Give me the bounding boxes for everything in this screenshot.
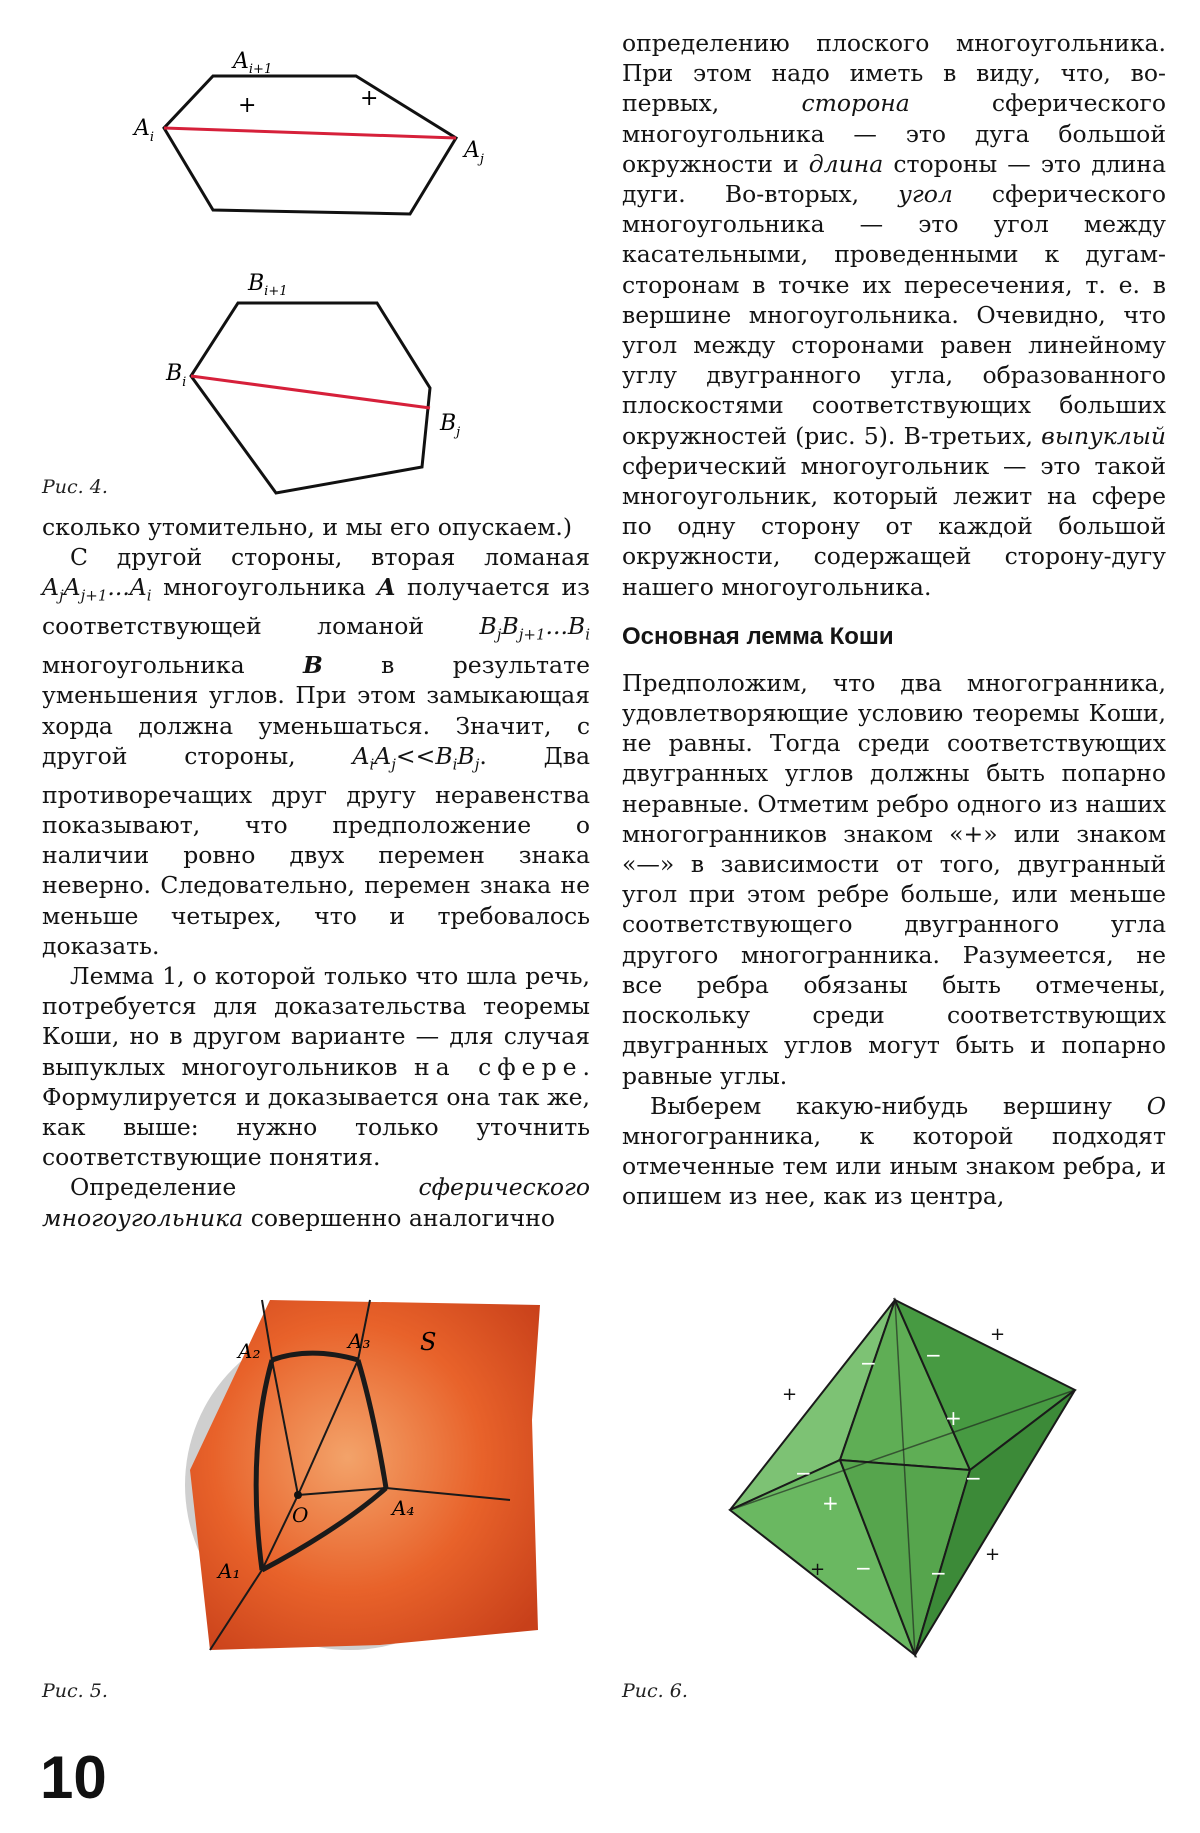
label-a4: A₄ [392, 1496, 415, 1520]
minus-sign: − [930, 1561, 947, 1585]
paragraph: Лемма 1, о которой только что шла речь, потребуется для доказательства теоремы Коши, но в другом варианте — для случая выпуклых многоугольников на сфере. Формулируется и доказывается она так же, как выше: нужно только уточнить соответствующие понятия. [42, 961, 590, 1172]
figure-6 [720, 1300, 1140, 1660]
chord-b [191, 376, 430, 408]
label-a-i: $A_i$ [134, 116, 155, 145]
minus-sign: − [795, 1461, 812, 1485]
label-a3: A₃ [348, 1329, 371, 1353]
label-o: O [292, 1503, 309, 1527]
paragraph: С другой стороны, вторая ломаная $A_jA_{j+1}...A_i$ многоугольника A получается из соответствующей ломаной $B_jB_{j+1}...B_i$ многоугольника B в результате уменьшения углов. При этом замыкающая хорда должна уменьшаться. Значит, с другой стороны, $A_iA_j<<B_iB_j$. Два противоречащих друг другу неравенства показывают, что предположение о наличии ровно двух перемен знака неверно. Следовательно, перемен знака не меньше четырех, что и требовалось доказать. [42, 543, 590, 960]
label-a-j: $A_j$ [464, 138, 484, 167]
plus-sign: + [782, 1384, 798, 1405]
minus-sign: − [855, 1556, 872, 1580]
plus-sign: + [822, 1491, 839, 1515]
figure-6-caption: Рис. 6. [622, 1680, 688, 1702]
plus-sign: + [945, 1406, 962, 1430]
plus-sign: + [990, 1324, 1006, 1345]
left-column [42, 512, 590, 1233]
label-s: S [420, 1328, 437, 1356]
label-a2: A₂ [238, 1339, 261, 1363]
label-b-i1: $B_{i+1}$ [248, 271, 288, 299]
page-number: 10 [40, 1744, 107, 1811]
plus-sign: + [985, 1544, 1001, 1565]
chord-a [164, 128, 456, 138]
plus-mark: + [360, 86, 379, 111]
paragraph: Определение сферического многоугольника совершенно аналогично [42, 1173, 590, 1232]
paragraph: определению плоского многоугольника. При этом надо иметь в виду, что, во-первых, сторона сферического многоугольника — это дуга большой окружности и длина стороны — это длина дуги. Во-вторых, угол сферического многоугольника — это угол между касательными, проведенными к дугам-сторонам в точке их пересечения, т. е. в вершине многоугольника. Очевидно, что угол между сторонами равен линейному углу двугранного угла, образованного плоскостями соответствующих больших окружностей (рис. 5). В-третьих, выпуклый сферический многоугольник — это такой многоугольник, который лежит на сфере по одну сторону от каждой большой окружности, содержащей сторону-дугу нашего многоугольника. [622, 29, 1166, 601]
paragraph: Выберем какую-нибудь вершину O многогранника, к которой подходят отмеченные тем или иным знаком ребра, и опишем из нее, как из центра, [622, 1091, 1166, 1211]
paragraph: Предположим, что два многогранника, удовлетворяющие условию теоремы Коши, не равны. Тогда среди соответствующих двугранных углов должны быть попарно неравные. Отметим ребро одного из наших многогранников знаком «+» или знаком «—» в зависимости от того, двугранный угол при этом ребре больше, или меньше соответствующего двугранного угла другого многогранника. Разумеется, не все ребра обязаны быть отмечены, поскольку среди соответствующих двугранных углов могут быть и попарно равные углы. [622, 668, 1166, 1090]
section-heading: Основная лемма Коши [622, 622, 894, 650]
label-b-j: $B_j$ [440, 411, 461, 440]
paragraph: сколько утомительно, и мы его опускаем.) [42, 513, 573, 541]
figure-5-caption: Рис. 5. [42, 1680, 108, 1702]
minus-sign: − [925, 1343, 942, 1367]
polygon-a [164, 76, 456, 214]
plus-mark: + [238, 93, 257, 118]
figure-5 [180, 1300, 540, 1660]
label-a1: A₁ [218, 1559, 241, 1583]
figure-4 [120, 20, 580, 490]
right-column [622, 28, 1166, 1212]
minus-sign: − [860, 1351, 877, 1375]
figure-4-caption: Рис. 4. [42, 476, 108, 498]
plus-sign: + [810, 1559, 826, 1580]
label-a-i1: $A_{i+1}$ [233, 49, 273, 77]
center-point [294, 1491, 302, 1499]
polygon-b [191, 303, 430, 493]
label-b-i: $B_i$ [166, 361, 187, 390]
minus-sign: − [965, 1466, 982, 1490]
